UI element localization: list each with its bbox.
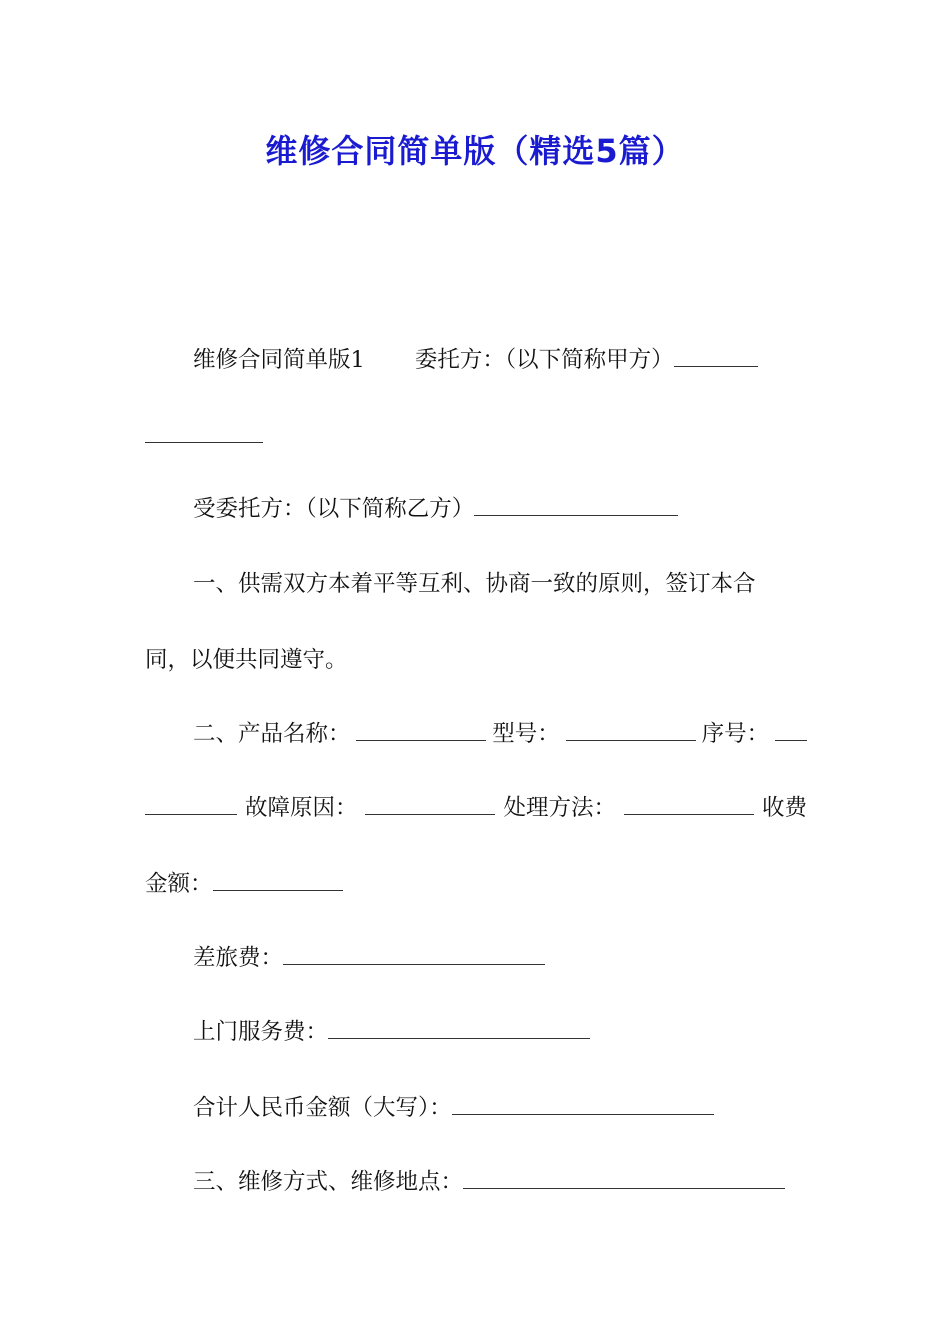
- fee-blank: [213, 870, 343, 891]
- model-label: 型号：: [492, 721, 560, 747]
- contract-heading: 维修合同简单版1: [193, 347, 365, 373]
- serial-blank: [775, 720, 807, 741]
- travel-fee-label: 差旅费：: [193, 945, 284, 971]
- clause3-line: [193, 1166, 807, 1198]
- onsite-fee-line: [193, 1016, 807, 1048]
- clause2-line3: [145, 868, 807, 900]
- contractor-line: [193, 493, 807, 525]
- handling-blank: [624, 794, 754, 815]
- contractor-blank: [474, 495, 678, 516]
- total-rmb-label: 合计人民币金额（大写）：: [193, 1095, 452, 1121]
- serial-label: 序号：: [701, 721, 770, 747]
- onsite-fee-blank: [328, 1018, 590, 1039]
- travel-fee-line: [193, 942, 807, 974]
- contract-heading-line: [193, 344, 807, 376]
- clause2-line1: [193, 718, 807, 750]
- client-blank: [674, 346, 758, 367]
- clause3-blank: [463, 1168, 785, 1189]
- product-name-blank: [356, 720, 486, 741]
- contractor-label: 受委托方：（以下简称乙方）: [193, 496, 475, 522]
- fault-reason-label: 故障原因：: [244, 795, 358, 821]
- clause1-line2: 同，以便共同遵守。: [145, 647, 348, 673]
- client-label: 委托方：（以下简称甲方）: [414, 347, 674, 373]
- fee-label-part2: 金额：: [145, 871, 213, 897]
- clause2-line2: [145, 792, 807, 824]
- fault-reason-blank: [365, 794, 495, 815]
- fee-label-part1: 收费: [761, 795, 807, 821]
- product-name-label: 二、产品名称：: [193, 721, 351, 747]
- handling-label: 处理方法：: [503, 795, 616, 821]
- model-blank: [566, 720, 696, 741]
- serial-blank-continued: [145, 794, 237, 815]
- clause1-line1: 一、供需双方本着平等互利、协商一致的原则，签订本合: [193, 571, 756, 597]
- clause3-label: 三、维修方式、维修地点：: [193, 1169, 464, 1195]
- client-blank-continued-line: [145, 420, 807, 452]
- document-title: 维修合同简单版（精选5篇）: [265, 132, 685, 170]
- total-rmb-blank: [452, 1094, 714, 1115]
- onsite-fee-label: 上门服务费：: [193, 1019, 329, 1045]
- client-blank-continued: [145, 422, 263, 443]
- travel-fee-blank: [283, 944, 545, 965]
- total-rmb-line: [193, 1092, 807, 1124]
